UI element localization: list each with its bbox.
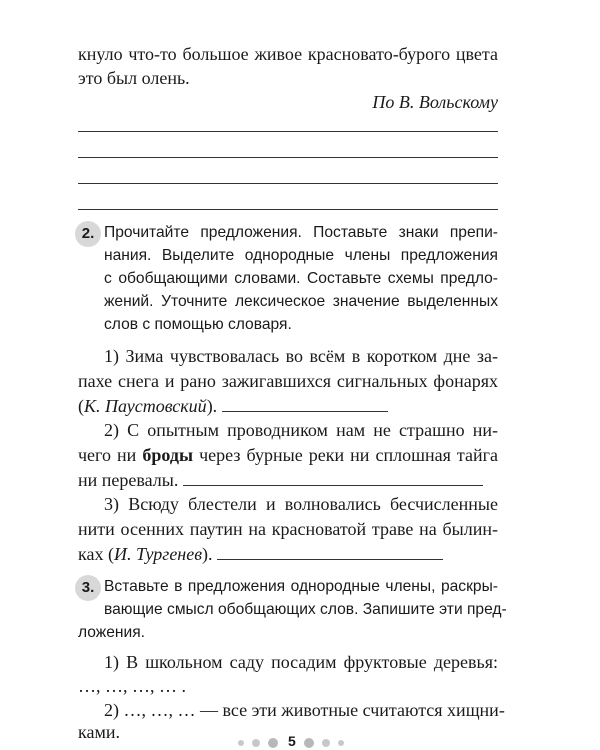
task2-instruction-line: с обобщающими словами. Составьте схемы предло- xyxy=(104,270,498,287)
task-number-badge: 3. xyxy=(75,575,101,601)
task2-instruction-line: Прочитайте предложения. Поставьте знаки препи- xyxy=(104,224,498,241)
task2-sentence2-line2: чего ни броды через бурные реки ни сплошная тайга xyxy=(78,445,498,465)
answer-line[interactable] xyxy=(78,131,498,132)
fill-in-blank[interactable] xyxy=(183,484,483,486)
task2-sentence3-line3: ках (И. Тургенев). xyxy=(78,544,443,565)
decor-dot xyxy=(322,739,330,747)
decor-dot xyxy=(268,738,278,748)
page-number: 5 xyxy=(288,733,296,749)
answer-line[interactable] xyxy=(78,209,498,210)
task2-sentence3-line2: нити осенних паутин на красноватой траве на былин- xyxy=(78,519,498,539)
decor-dot xyxy=(252,739,260,747)
author-name: И. Тургенев xyxy=(113,544,203,564)
decor-dot xyxy=(304,738,314,748)
task2-sentence1-line3: (К. Паустовский). xyxy=(78,396,388,417)
task3-instruction-line: вающие смысл обобщающих слов. Запишите эти пред- xyxy=(104,601,507,618)
task3-sentence2-line1: 2) …, …, … — все эти животные считаются хищни- xyxy=(104,700,505,720)
fill-in-blank[interactable] xyxy=(217,558,443,560)
task2-sentence2-line1: 2) С опытным проводником нам не страшно ни- xyxy=(104,420,498,440)
task2-sentence1-line1: 1) Зима чувствовалась во всём в коротком дне за- xyxy=(104,346,498,366)
author-name: К. Паустовский xyxy=(84,396,207,416)
highlighted-word: броды xyxy=(142,445,194,465)
task2-sentence2-line3: ни перевалы. xyxy=(78,470,483,491)
decor-dot xyxy=(338,740,344,746)
task3-sentence2-line2: ками. xyxy=(78,722,120,742)
task2-sentence1-line2: пахе снега и рано зажигавшихся сигнальных фонарях xyxy=(78,371,498,391)
fill-in-blank[interactable] xyxy=(222,410,388,412)
task2-instruction-line: жений. Уточните лексическое значение выделенных xyxy=(104,293,498,310)
task3-sentence1-line1: 1) В школьном саду посадим фруктовые деревья: xyxy=(104,652,498,672)
task2-instruction-line: нания. Выделите однородные члены предложения xyxy=(104,247,498,264)
task2-sentence3-line1: 3) Всюду блестели и волновались бесчисленные xyxy=(104,494,498,514)
attribution: По В. Вольскому xyxy=(372,92,498,112)
answer-line[interactable] xyxy=(78,157,498,158)
task2-instruction-line: слов с помощью словаря. xyxy=(104,316,292,333)
top-text-line-2: это был олень. xyxy=(78,68,190,88)
top-text-line-1: кнуло что-то большое живое красновато-бурого цвета xyxy=(78,44,498,64)
decor-dot xyxy=(238,740,244,746)
task3-instruction-line: Вставьте в предложения однородные члены, раскры- xyxy=(104,578,498,595)
task-number-badge: 2. xyxy=(75,221,101,247)
task3-sentence1-line2: …, …, …, … . xyxy=(78,676,186,696)
task3-instruction-line: ложения. xyxy=(78,624,145,641)
answer-line[interactable] xyxy=(78,183,498,184)
